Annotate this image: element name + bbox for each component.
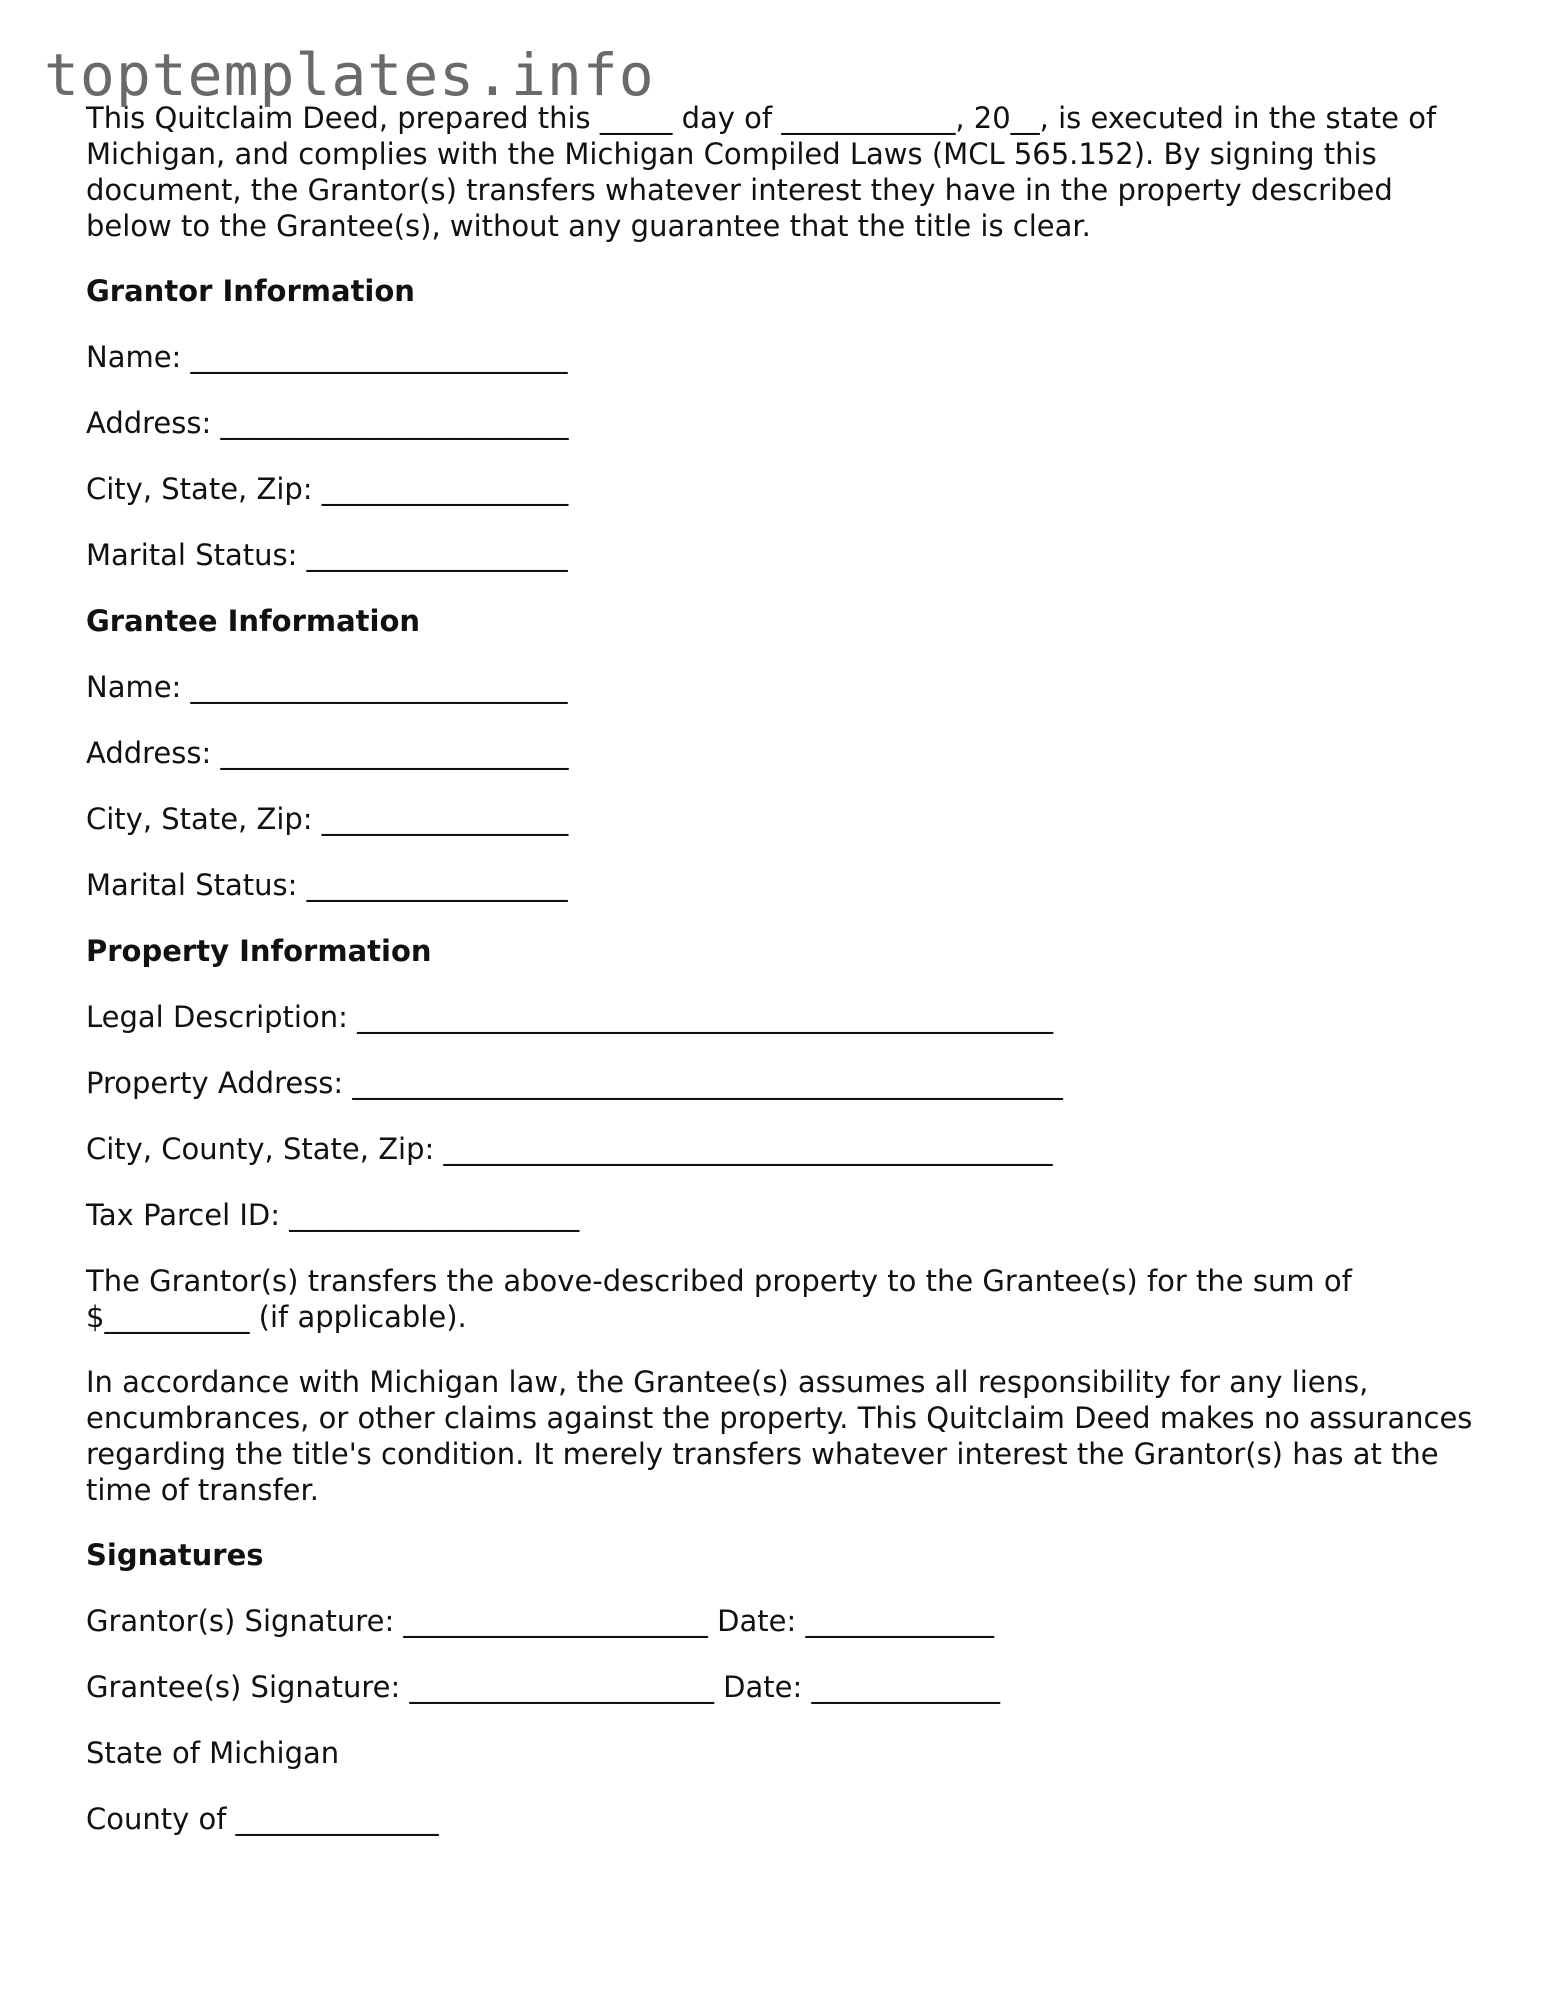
- grantor-marital-field[interactable]: Marital Status: __________________: [86, 538, 568, 572]
- grantee-city-field[interactable]: City, State, Zip: _________________: [86, 802, 569, 836]
- property-address-field[interactable]: Property Address: _________________________________________________: [86, 1066, 1063, 1100]
- grantee-marital-field[interactable]: Marital Status: __________________: [86, 868, 568, 902]
- grantee-address-field[interactable]: Address: ________________________: [86, 736, 569, 770]
- grantee-heading: Grantee Information: [86, 604, 421, 638]
- law-paragraph: In accordance with Michigan law, the Grantee(s) assumes all responsibility for any liens, encumbrances, or other claims against the property. This Quitclaim Deed makes no assurances regarding the title's condition. It merely transfers whatever interest the Grantor(s) has at the time of transfer.: [86, 1365, 1473, 1507]
- property-heading: Property Information: [86, 934, 432, 968]
- county-field[interactable]: County of ______________: [86, 1802, 439, 1836]
- state-label: State of Michigan: [86, 1736, 340, 1770]
- grantor-name-field[interactable]: Name: __________________________: [86, 340, 568, 374]
- tax-parcel-field[interactable]: Tax Parcel ID: ____________________: [86, 1198, 580, 1232]
- grantee-name-field[interactable]: Name: __________________________: [86, 670, 568, 704]
- property-city-field[interactable]: City, County, State, Zip: __________________________________________: [86, 1132, 1053, 1166]
- quitclaim-deed-document: [86, 100, 1486, 1867]
- intro-paragraph: This Quitclaim Deed, prepared this _____ day of ____________, 20__, is executed in the state of Michigan, and complies with the Michigan Compiled Laws (MCL 565.152). By signing this document, the Grantor(s) transfers whatever interest they have in the property described below to the Grantee(s), without any guarantee that the title is clear.: [86, 101, 1437, 243]
- grantor-address-field[interactable]: Address: ________________________: [86, 406, 569, 440]
- transfer-paragraph: The Grantor(s) transfers the above-described property to the Grantee(s) for the sum of $__________ (if applicable).: [86, 1264, 1352, 1334]
- grantor-city-field[interactable]: City, State, Zip: _________________: [86, 472, 569, 506]
- grantor-signature-field[interactable]: Grantor(s) Signature: _____________________ Date: _____________: [86, 1604, 994, 1638]
- grantor-heading: Grantor Information: [86, 274, 415, 308]
- signatures-heading: Signatures: [86, 1538, 264, 1572]
- watermark: toptemplates.info: [44, 41, 655, 109]
- legal-description-field[interactable]: Legal Description: ________________________________________________: [86, 1000, 1054, 1034]
- grantee-signature-field[interactable]: Grantee(s) Signature: _____________________ Date: _____________: [86, 1670, 1000, 1704]
